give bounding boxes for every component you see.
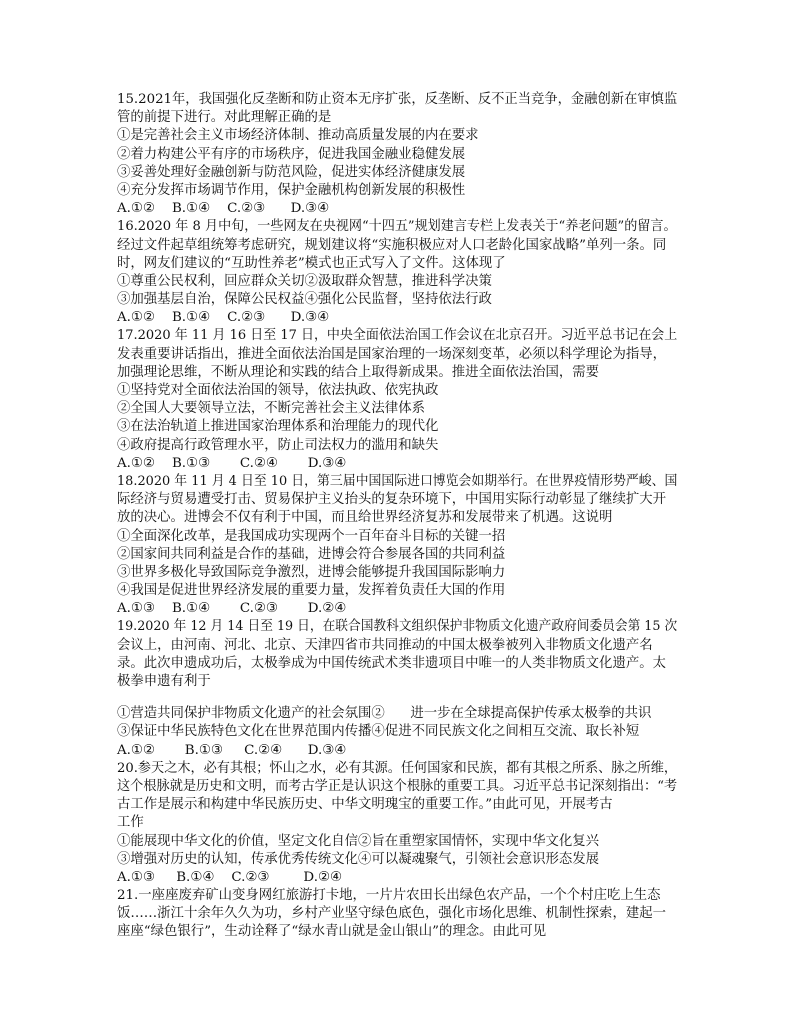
text-line: A.①③ B.①④ C.②③ D.②④ [117, 869, 342, 885]
text-line: ③增强对历史的认知，传承优秀传统文化④可以凝魂聚气，引领社会意识形态发展 [117, 851, 600, 867]
text-line: 发表重要讲话指出，推进全面依法治国是国家治理的一场深刻变革，必须以科学理论为指导， [117, 346, 667, 362]
text-line: ①是完善社会主义市场经济体制、推动高质量发展的内在要求 [117, 128, 479, 144]
text-line: A.①② B.①④ C.②③ D.③④ [117, 201, 330, 217]
text-line: 极拳申遗有利于 [117, 674, 211, 689]
text-line: ③在法治轨道上推进国家治理体系和治理能力的现代化 [117, 419, 439, 435]
text-line: ①全面深化改革，是我国成功实现两个一百年奋斗目标的关键一招 [117, 528, 506, 544]
text-line: ④我国是促进世界经济发展的重要力量，发挥着负责任大国的作用 [117, 583, 506, 599]
text-line: ①尊重公民权利，回应群众关切②汲取群众智慧，推进科学决策 [117, 273, 492, 289]
text-line: ①能展现中华文化的价值，坚定文化自信②旨在重塑家国情怀，实现中华文化复兴 [117, 833, 600, 849]
text-line: 工作 [117, 815, 144, 831]
text-line: 16.2020 年 8 月中旬，一些网友在央视网“十四五”规划建言专栏上发表关于“养老问题”的留言。 [117, 219, 677, 235]
text-line: ③世界多极化导致国际竞争激烈，进博会能够提升我国国际影响力 [117, 564, 506, 580]
text-line: 15.2021年，我国强化反垄断和防止资本无序扩张，反垄断、反不正当竞争，金融创新在审慎监 [117, 92, 678, 107]
text-line: ③妥善处理好金融创新与防范风险，促进实体经济健康发展 [117, 164, 466, 180]
text-line: 这个根脉就是历史和文明，而考古学正是认识这个根脉的重要工具。习近平总书记深刻指出：“考 [117, 778, 678, 794]
text-line: 加强理论思维，不断从理论和实践的结合上取得新成果。推进全面依法治国，需要 [117, 364, 600, 380]
text-line: 会议上，由河南、河北、北京、天津四省市共同推动的中国太极拳被列入非物质文化遗产名 [117, 637, 653, 653]
text-line: 21.一座座废弃矿山变身网红旅游打卡地，一片片农田长出绿色农产品，一个个村庄吃上生态 [117, 888, 661, 904]
text-line: A.①② B.①④ C.②③ D.③④ [117, 310, 330, 326]
text-line: ②着力构建公平有序的市场秩序，促进我国金融业稳健发展 [117, 146, 466, 162]
text-line: ②国家间共同利益是合作的基础，进博会符合参展各国的共同利益 [117, 546, 506, 562]
text-line: 录。此次申遗成功后，太极拳成为中国传统武术类非遗项目中唯一的人类非物质文化遗产。太 [117, 655, 667, 671]
text-line: 管的前提下进行。对此理解正确的是 [117, 110, 332, 126]
text-line: 饭……浙江十余年久久为功，乡村产业坚守绿色底色，强化市场化思维、机制性探索，建起一 [117, 906, 667, 922]
text-line: ②全国人大要领导立法，不断完善社会主义法律体系 [117, 401, 425, 417]
text-line: A.①② B.①③ C.②④ D.③④ [117, 455, 347, 471]
text-line: ③保证中华民族特色文化在世界范围内传播④促进不同民族文化之间相互交流、取长补短 [117, 724, 640, 740]
text-line: ④充分发挥市场调节作用，保护金融机构创新发展的积极性 [117, 182, 466, 198]
text-line: ①营造共同保护非物质文化遗产的社会氛围② 进一步在全球提高保护传承太极拳的共识 [117, 706, 652, 722]
text-line: 20.参天之木，必有其根；怀山之水，必有其源。任何国家和民族，都有其根之所系、脉之所维， [117, 760, 678, 776]
text-line: 放的决心。进博会不仅有利于中国，而且给世界经济复苏和发展带来了机遇。这说明 [117, 510, 613, 526]
text-line: ①坚持党对全面依法治国的领导，依法执政、依宪执政 [117, 383, 439, 398]
text-line: 17.2020 年 11 月 16 日至 17 日，中央全面依法治国工作会议在北京召开。习近平总书记在会上 [117, 328, 678, 344]
text-line: ④政府提高行政管理水平，防止司法权力的滥用和缺失 [117, 437, 439, 453]
text-line: 18.2020 年 11 月 4 日至 10 日，第三届中国国际进口博览会如期举行。在世界疫情形势严峻、国 [117, 473, 678, 489]
exam-page [117, 91, 677, 942]
text-line: 19.2020 年 12 月 14 日至 19 日，在联合国教科文组织保护非物质文化遗产政府间委员会第 15 次 [117, 619, 678, 635]
text-line [117, 691, 677, 705]
text-line: 时，网友们建议的“互助性养老”模式也正式写入了文件。这体现了 [117, 255, 506, 271]
text-line: 际经济与贸易遭受打击、贸易保护主义抬头的复杂环境下，中国用实际行动彰显了继续扩大开 [117, 492, 667, 508]
text-line: A.①② B.①③ C.②④ D.③④ [117, 742, 347, 758]
text-line: 古工作是展示和构建中华民族历史、中华文明瑰宝的重要工作。”由此可见，开展考古 [117, 797, 613, 813]
text-line: 座座“绿色银行”，生动诠释了“绿水青山就是金山银山”的理念。由此可见 [117, 924, 547, 940]
text-line: ③加强基层自治，保障公民权益④强化公民监督，坚持依法行政 [117, 292, 492, 308]
text-line: A.①③ B.①④ C.②③ D.②④ [117, 601, 347, 617]
text-line: 经过文件起草组统筹考虑研究，规划建议将“实施积极应对人口老龄化国家战略”单列一条。同 [117, 237, 667, 253]
